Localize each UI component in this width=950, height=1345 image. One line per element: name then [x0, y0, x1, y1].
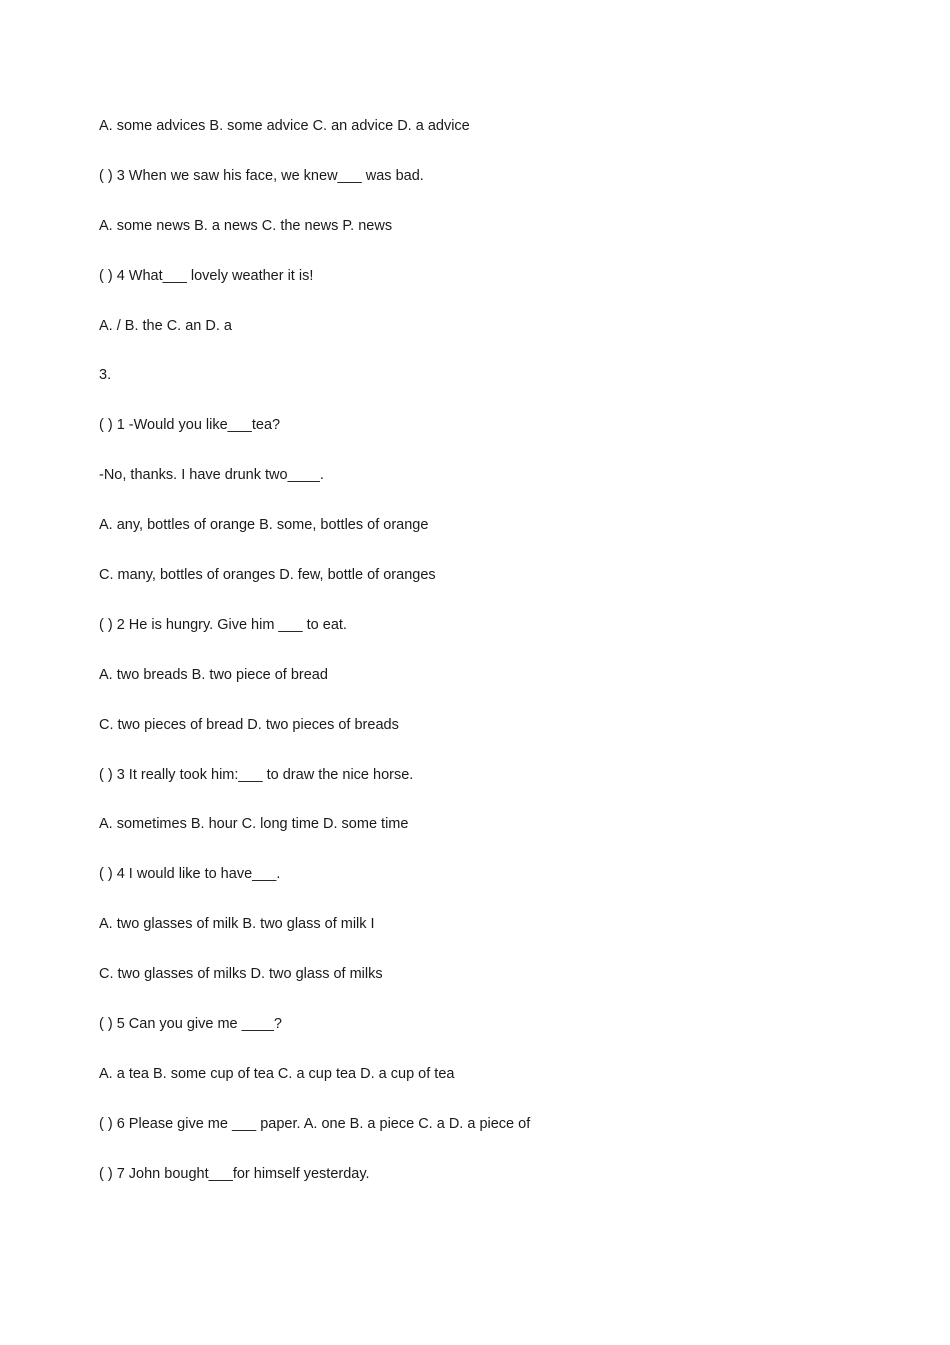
text-line-answer-options: A. two breads B. two piece of bread [99, 666, 328, 683]
text-line-question: ( ) 4 I would like to have___. [99, 866, 281, 883]
text-line-question: ( ) 2 He is hungry. Give him ___ to eat. [99, 616, 347, 633]
text-lines [99, 116, 899, 1214]
text-line-answer-options: A. a tea B. some cup of tea C. a cup tea D. a cup of tea [99, 1065, 455, 1082]
text-line-answer-options: C. two glasses of milks D. two glass of milks [99, 966, 383, 983]
text-line-answer-options: A. two glasses of milk B. two glass of milk I [99, 916, 375, 933]
text-line-answer-options: A. / B. the C. an D. a [99, 317, 232, 334]
text-line-answer-options: A. sometimes B. hour C. long time D. some time [99, 816, 409, 833]
text-line-question: ( ) 7 John bought___for himself yesterday. [99, 1165, 370, 1182]
text-line-question: ( ) 1 -Would you like___tea? [99, 417, 281, 434]
text-line-question: ( ) 4 What___ lovely weather it is! [99, 267, 314, 284]
text-line-answer-options: A. some news B. a news C. the news P. news [99, 217, 393, 234]
text-line-answer-options: C. many, bottles of oranges D. few, bottle of oranges [99, 567, 436, 584]
text-line-question: ( ) 6 Please give me ___ paper. A. one B. a piece C. a D. a piece of [99, 1115, 531, 1132]
text-line-question: ( ) 3 It really took him:___ to draw the nice horse. [99, 766, 414, 783]
text-line-dialogue: -No, thanks. I have drunk two____. [99, 467, 324, 484]
text-line-answer-options: A. some advices B. some advice C. an advice D. a advice [99, 118, 470, 134]
text-line-question: ( ) 5 Can you give me ____? [99, 1016, 282, 1033]
text-line-answer-options: C. two pieces of bread D. two pieces of breads [99, 716, 399, 733]
text-line-question: ( ) 3 When we saw his face, we knew___ was bad. [99, 167, 424, 184]
section-number: 3. [99, 367, 112, 384]
text-line-answer-options: A. any, bottles of orange B. some, bottles of orange [99, 517, 429, 534]
